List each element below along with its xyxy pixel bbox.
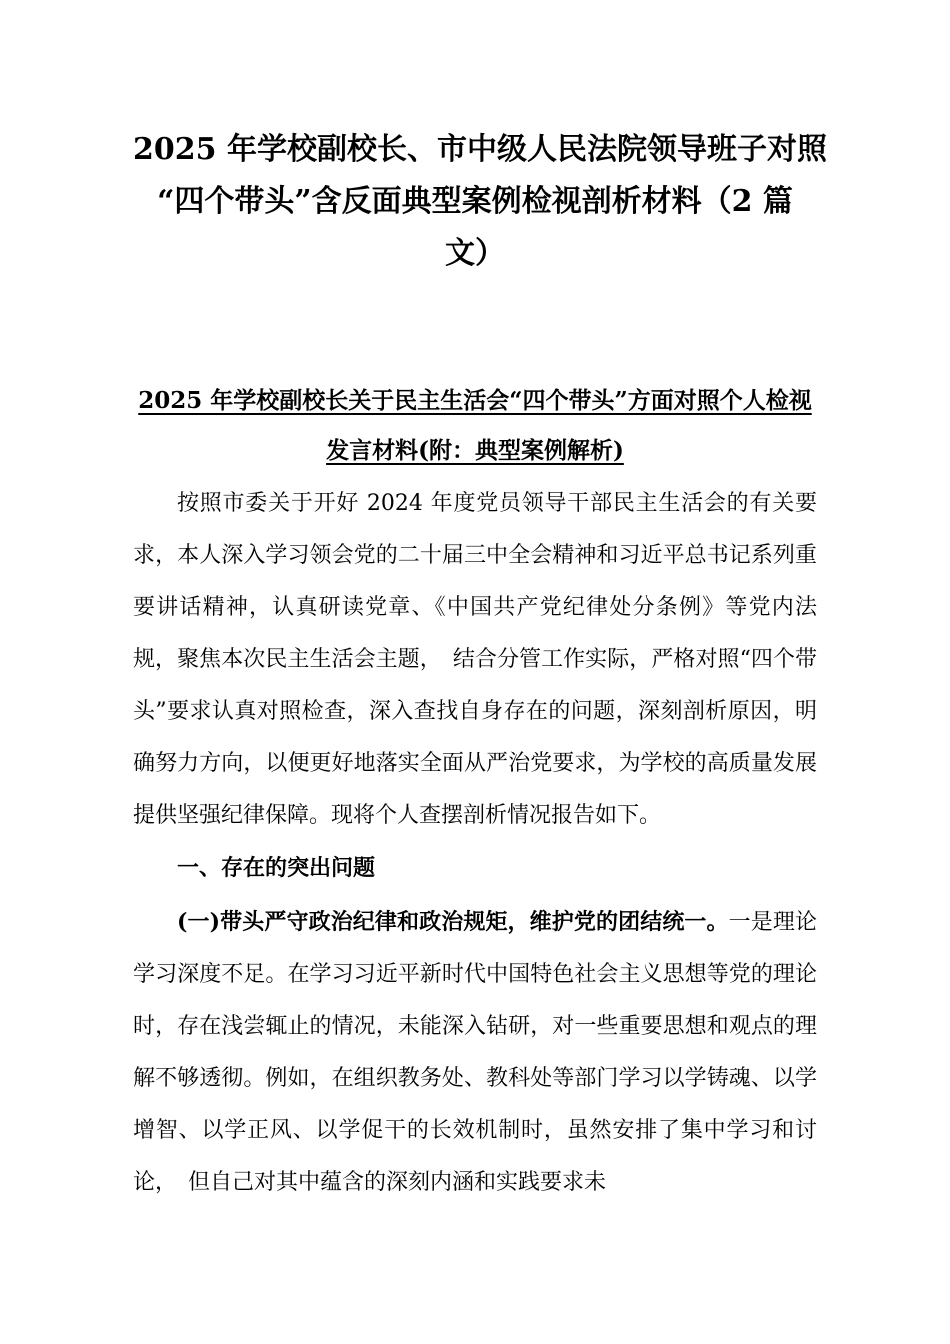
intro-paragraph: 按照市委关于开好 2024 年度党员领导干部民主生活会的有关要求，本人深入学习领会党的二十届三中全会精神和习近平总书记系列重要讲话精神，认真研读党章、《中国共产党纪律处分条例》等党内法规，聚焦本次民主生活会主题， 结合分管工作实际，严格对照“四个带头”要求认真对照检查，深入查找自身存在的问题，深刻剖析原因，明确努力方向，以便更好地落实全面从严治党要求，为学校的高质量发展提供坚强纪律保障。现将个人查摆剖析情况报告如下。 xyxy=(133,491,817,828)
article-subtitle xyxy=(133,376,817,476)
problem-item-lead: (一)带头严守政治纪律和政治规矩，维护党的团结统一。 xyxy=(177,909,729,935)
problem-item-text: 一是理论学习深度不足。在学习习近平新时代中国特色社会主义思想等党的理论时，存在浅尝辄止的情况，未能深入钻研，对一些重要思想和观点的理解不够透彻。例如，在组织教务处、教科处等部门学习以学铸魂、以学增智、以学正风、以学促干的长效机制时，虽然安排了集中学习和讨论， 但自己对其中蕴含的深刻内涵和实践要求未 xyxy=(133,910,817,1195)
document-title xyxy=(133,124,827,280)
problem-item-paragraph xyxy=(133,896,817,1209)
article-subtitle-line-1: 2025 年学校副校长关于民主生活会“四个带头”方面对照个人检视 xyxy=(138,387,812,414)
section-heading-problems: 一、存在的突出问题 xyxy=(177,855,376,881)
document-title-line-3: 文） xyxy=(445,236,505,271)
article-subtitle-line-2: 发言材料(附：典型案例解析) xyxy=(326,437,624,464)
document-title-line-1: 2025 年学校副校长、市中级人民法院领导班子对照 xyxy=(133,132,827,167)
document-title-line-2: “四个带头”含反面典型案例检视剖析材料（2 篇 xyxy=(157,184,793,219)
